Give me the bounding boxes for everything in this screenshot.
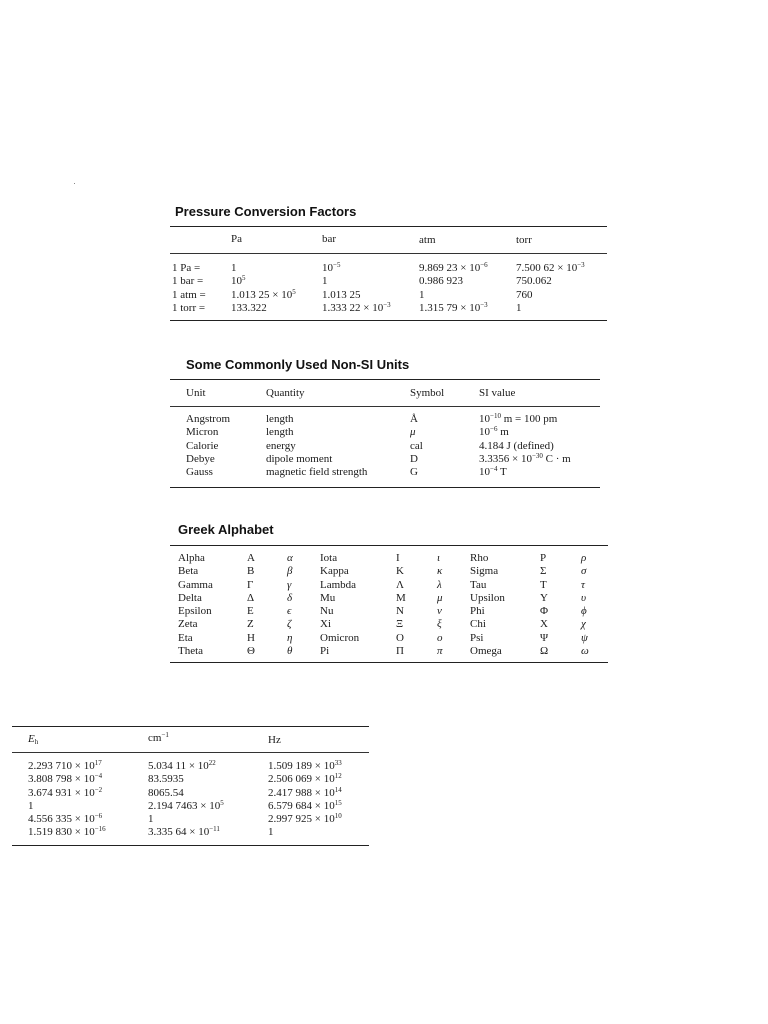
- energy-cell-hz: 2.997 $925 \times 10^{10}$: [268, 812, 342, 826]
- pressure-bottom-rule: [170, 320, 607, 321]
- pressure-cell-bar: 1.333 $22 \times 10^{-3}$: [322, 300, 391, 314]
- nonsi-col-symbol: [410, 413, 423, 479]
- greek-uppercase: B: [247, 565, 255, 578]
- nonsi-cell-unit: Angstrom: [186, 413, 230, 425]
- pressure-cell-bar: 1.013 25: [322, 288, 361, 301]
- pressure-col-torr: [516, 262, 585, 315]
- greek-lower-col-2: [437, 552, 443, 658]
- greek-uppercase: E: [247, 605, 254, 618]
- greek-letter-name: Psi: [470, 631, 484, 644]
- greek-letter-name: Chi: [470, 618, 486, 631]
- energy-cell-eh: 4.556 $335 \times 10^{-6}$: [28, 812, 103, 826]
- greek-lowercase: σ: [581, 565, 587, 578]
- pressure-cell-torr: 1: [516, 301, 522, 314]
- pressure-cell-bar: $10^{-5}$: [322, 261, 341, 274]
- nonsi-top-rule: [170, 379, 600, 380]
- greek-lowercase: ι: [437, 552, 441, 564]
- greek-lowercase: π: [437, 645, 443, 658]
- greek-lowercase: ζ: [287, 618, 292, 631]
- greek-uppercase: N: [396, 605, 404, 618]
- greek-lowercase: τ: [581, 578, 585, 591]
- greek-top-rule: [170, 545, 608, 546]
- greek-letter-name: Gamma: [178, 578, 213, 591]
- greek-uppercase: Ψ: [540, 631, 549, 644]
- nonsi-col-quantity: [266, 413, 367, 479]
- pressure-row-label: 1 torr =: [172, 301, 206, 314]
- greek-letter-name: Zeta: [178, 618, 198, 631]
- pressure-col-bar: [322, 262, 391, 315]
- greek-lowercase: α: [287, 552, 293, 564]
- pressure-top-rule: [170, 226, 607, 227]
- greek-uppercase: I: [396, 552, 400, 564]
- pressure-col-pa: [231, 262, 296, 315]
- greek-uppercase: Σ: [540, 565, 547, 578]
- pressure-row-label: 1 bar =: [172, 275, 204, 288]
- greek-lowercase: ρ: [581, 552, 587, 564]
- pressure-header-pa: Pa: [231, 233, 242, 245]
- scan-speck: [74, 183, 75, 184]
- pressure-cell-atm: 0.986 923: [419, 275, 463, 288]
- greek-letter-name: Eta: [178, 631, 193, 644]
- energy-col-eh: [28, 760, 106, 840]
- nonsi-cell-si-value: $10^{-4}$ T: [479, 465, 507, 479]
- greek-lowercase: ω: [581, 645, 589, 658]
- energy-col-cm: [148, 760, 224, 840]
- greek-uppercase: Δ: [247, 591, 255, 604]
- greek-names-col-2: [320, 552, 359, 658]
- greek-letter-name: Theta: [178, 645, 204, 658]
- greek-letter-name: Omicron: [320, 631, 360, 644]
- pressure-cell-pa: 133.322: [231, 301, 267, 314]
- greek-lowercase: ξ: [437, 618, 442, 631]
- energy-cell-cm: 1: [148, 813, 154, 826]
- greek-uppercase: Π: [396, 645, 404, 658]
- greek-letter-name: Omega: [470, 645, 502, 658]
- energy-header-eh: $E_h$: [28, 733, 39, 746]
- greek-letter-name: Sigma: [470, 565, 499, 578]
- pressure-cell-pa: 1.013 $25 \times 10^5$: [231, 287, 296, 301]
- greek-lowercase: υ: [581, 591, 587, 604]
- energy-cell-hz: 6.579 $684 \times 10^{15}$: [268, 798, 342, 812]
- greek-lowercase: ψ: [581, 631, 588, 644]
- nonsi-cell-quantity: energy: [266, 439, 296, 452]
- pressure-col-atm: [419, 262, 488, 315]
- nonsi-cell-symbol: Å: [410, 413, 418, 425]
- greek-uppercase: P: [540, 552, 547, 564]
- greek-letter-name: Epsilon: [178, 605, 212, 618]
- greek-title: Greek Alphabet: [178, 522, 274, 537]
- greek-letter-name: Xi: [320, 618, 331, 631]
- nonsi-header-rule: [170, 406, 600, 407]
- pressure-cell-bar: 1: [322, 275, 328, 288]
- greek-letter-name: Rho: [470, 552, 489, 564]
- energy-header-rule: [12, 752, 369, 753]
- energy-cell-eh: 1.519 $830 \times 10^{-16}$: [28, 825, 106, 839]
- greek-uppercase: A: [247, 552, 255, 564]
- greek-uppercase: Γ: [247, 578, 254, 591]
- greek-lowercase: ν: [437, 605, 442, 618]
- pressure-row-label: 1 atm =: [172, 288, 206, 301]
- greek-bottom-rule: [170, 662, 608, 663]
- greek-lowercase: ϵ: [287, 605, 292, 618]
- energy-cell-cm: 8065.54: [148, 786, 184, 799]
- greek-uppercase: Ξ: [396, 618, 404, 631]
- nonsi-cell-quantity: length: [266, 413, 294, 425]
- pressure-title: Pressure Conversion Factors: [175, 204, 357, 219]
- energy-cell-hz: 2.506 $069 \times 10^{12}$: [268, 772, 342, 786]
- greek-names-col-3: [470, 552, 505, 658]
- greek-lower-col-3: [581, 552, 589, 658]
- energy-cell-hz: 2.417 $988 \times 10^{14}$: [268, 785, 342, 799]
- greek-letter-name: Beta: [178, 565, 199, 578]
- greek-uppercase: Θ: [247, 645, 255, 658]
- energy-cell-eh: 2.293 $710 \times 10^{17}$: [28, 759, 102, 772]
- energy-header-cm: $cm^{-1}$: [148, 731, 169, 744]
- nonsi-cell-si-value: 4.184 J (defined): [479, 439, 554, 452]
- pressure-cell-torr: 750.062: [516, 275, 552, 288]
- greek-lower-col-1: [287, 552, 293, 658]
- greek-upper-col-2: [396, 552, 406, 658]
- greek-lowercase: δ: [287, 591, 293, 604]
- greek-uppercase: O: [396, 631, 404, 644]
- nonsi-cell-unit: Calorie: [186, 439, 219, 452]
- nonsi-cell-symbol: G: [410, 466, 418, 479]
- energy-top-rule: [12, 726, 369, 727]
- greek-uppercase: Φ: [540, 605, 549, 618]
- nonsi-cell-si-value: $3.3356 \times 10^{-30}$ C · m: [479, 451, 571, 465]
- greek-letter-name: Mu: [320, 591, 336, 604]
- energy-header-hz: Hz: [268, 734, 281, 746]
- greek-letter-name: Phi: [470, 605, 485, 618]
- greek-letter-name: Nu: [320, 605, 334, 618]
- nonsi-header-si-value: SI value: [479, 387, 516, 399]
- greek-lowercase: β: [287, 565, 293, 578]
- greek-lowercase: θ: [287, 645, 293, 658]
- pressure-header-atm: atm: [419, 234, 436, 246]
- greek-letter-name: Upsilon: [470, 591, 505, 604]
- pressure-header-rule: [170, 253, 607, 254]
- greek-uppercase: Ω: [540, 645, 549, 658]
- greek-letter-name: Alpha: [178, 552, 205, 564]
- greek-lowercase: λ: [437, 578, 442, 591]
- energy-cell-eh: 1: [28, 799, 34, 812]
- nonsi-cell-quantity: length: [266, 426, 294, 439]
- nonsi-col-unit: [186, 413, 230, 479]
- pressure-header-torr: torr: [516, 234, 532, 246]
- pressure-cell-atm: 9.869 $23 \times 10^{-6}$: [419, 261, 488, 274]
- pressure-cell-pa: 1: [231, 262, 237, 274]
- greek-letter-name: Lambda: [320, 578, 357, 591]
- energy-cell-cm: 3.335 $64 \times 10^{-11}$: [148, 825, 220, 839]
- nonsi-col-si-value: [479, 413, 571, 479]
- greek-lowercase: κ: [437, 565, 443, 578]
- nonsi-cell-symbol: cal: [410, 439, 423, 452]
- greek-lowercase: γ: [287, 578, 292, 591]
- pressure-header-bar: bar: [322, 233, 337, 245]
- greek-uppercase: Λ: [396, 578, 404, 591]
- greek-uppercase: K: [396, 565, 404, 578]
- greek-uppercase: H: [247, 631, 255, 644]
- pressure-col-label: [172, 262, 206, 315]
- nonsi-cell-unit: Debye: [186, 452, 215, 465]
- pressure-cell-atm: 1: [419, 288, 425, 301]
- greek-uppercase: T: [540, 578, 547, 591]
- greek-letter-name: Pi: [320, 645, 330, 658]
- energy-cell-hz: 1: [268, 826, 274, 839]
- nonsi-header-symbol: Symbol: [410, 387, 445, 399]
- nonsi-cell-quantity: dipole moment: [266, 452, 333, 465]
- energy-col-hz: [268, 760, 342, 840]
- energy-cell-cm: 5.034 $11 \times 10^{22}$: [148, 759, 216, 772]
- greek-letter-name: Delta: [178, 591, 202, 604]
- energy-bottom-rule: [12, 845, 369, 846]
- nonsi-cell-quantity: magnetic field strength: [266, 466, 368, 479]
- energy-cell-eh: 3.808 $798 \times 10^{-4}$: [28, 772, 103, 786]
- greek-lowercase: χ: [581, 618, 586, 631]
- greek-letter-name: Tau: [470, 578, 487, 591]
- greek-letter-name: Iota: [320, 552, 338, 564]
- greek-upper-col-3: [540, 552, 548, 658]
- nonsi-header-unit: Unit: [186, 387, 206, 399]
- greek-letter-name: Kappa: [320, 565, 349, 578]
- greek-names-col-1: [178, 552, 213, 658]
- greek-uppercase: Z: [247, 618, 254, 631]
- energy-cell-cm: 2.194 $7463 \times 10^5$: [148, 798, 224, 812]
- nonsi-cell-si-value: $10^{-6}$ m: [479, 425, 509, 439]
- nonsi-title: Some Commonly Used Non-SI Units: [186, 357, 410, 372]
- nonsi-cell-unit: Micron: [186, 426, 219, 439]
- greek-lowercase: ϕ: [581, 605, 587, 618]
- greek-lowercase: η: [287, 631, 293, 644]
- energy-cell-cm: 83.5935: [148, 773, 184, 786]
- nonsi-cell-unit: Gauss: [186, 466, 213, 479]
- nonsi-cell-si-value: $10^{-10}$ m = 100 pm: [479, 412, 558, 425]
- pressure-cell-torr: 7.500 $62 \times 10^{-3}$: [516, 261, 585, 274]
- pressure-cell-torr: 760: [516, 288, 533, 301]
- greek-upper-col-1: [247, 552, 255, 658]
- nonsi-cell-symbol: D: [410, 452, 418, 465]
- greek-lowercase: μ: [437, 591, 443, 604]
- greek-lowercase: ο: [437, 631, 443, 644]
- nonsi-cell-symbol: μ: [410, 426, 416, 439]
- greek-uppercase: X: [540, 618, 548, 631]
- pressure-cell-atm: 1.315 $79 \times 10^{-3}$: [419, 300, 488, 314]
- greek-uppercase: Υ: [540, 591, 548, 604]
- pressure-row-label: 1 Pa =: [172, 262, 201, 274]
- greek-uppercase: M: [396, 591, 406, 604]
- pressure-cell-pa: $10^5$: [231, 274, 246, 288]
- nonsi-header-quantity: Quantity: [266, 387, 305, 399]
- energy-cell-eh: 3.674 $931 \times 10^{-2}$: [28, 785, 103, 799]
- energy-cell-hz: 1.509 $189 \times 10^{33}$: [268, 759, 342, 772]
- nonsi-bottom-rule: [170, 487, 600, 488]
